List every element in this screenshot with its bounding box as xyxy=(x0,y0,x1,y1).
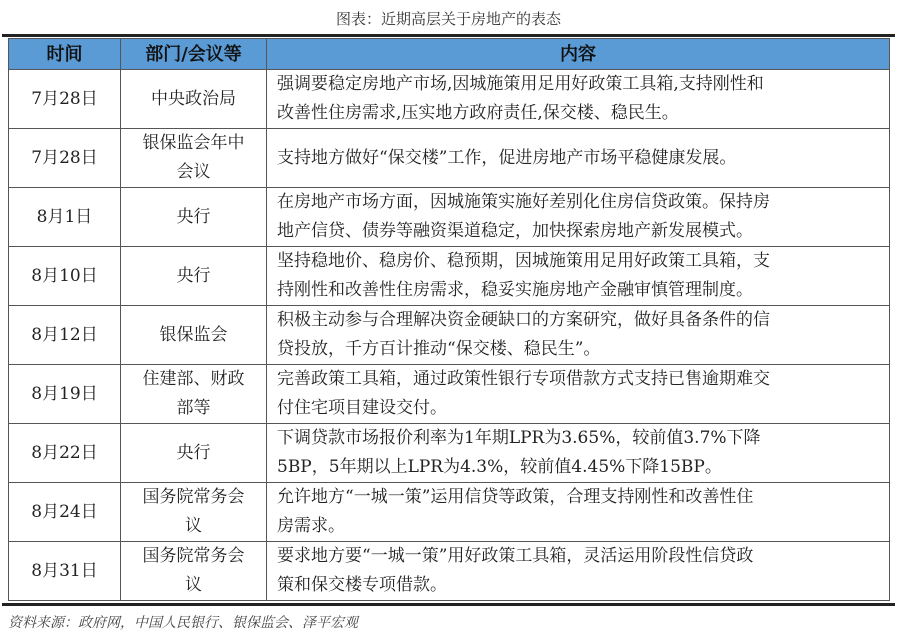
content-cell xyxy=(267,188,890,247)
table-row xyxy=(9,306,890,365)
date-cell: 8月31日 xyxy=(9,542,121,601)
dept-cell xyxy=(121,542,267,601)
date-cell: 8月1日 xyxy=(9,188,121,247)
table-row xyxy=(9,483,890,542)
table-row xyxy=(9,70,890,129)
content-line: 策和保交楼专项借款。 xyxy=(277,575,447,595)
content-cell xyxy=(267,483,890,542)
content-line: 要求地方要“一城一策”用好政策工具箱，灵活运用阶段性信贷政 xyxy=(277,546,754,566)
header-date: 时间 xyxy=(9,39,121,70)
dept-line: 央行 xyxy=(176,442,211,463)
dept-cell xyxy=(121,365,267,424)
table-row xyxy=(9,424,890,483)
dept-line: 央行 xyxy=(176,265,211,286)
date-cell: 8月10日 xyxy=(9,247,121,306)
dept-cell xyxy=(121,483,267,542)
date-cell: 8月22日 xyxy=(9,424,121,483)
dept-cell xyxy=(121,424,267,483)
dept-line: 议 xyxy=(185,516,202,536)
dept-cell xyxy=(121,247,267,306)
figure-title: 图表：近期高层关于房地产的表态 xyxy=(335,10,561,28)
dept-line: 会议 xyxy=(176,162,211,182)
dept-line: 银保监会年中 xyxy=(142,133,245,153)
date-cell: 8月12日 xyxy=(9,306,121,365)
date-cell: 7月28日 xyxy=(9,70,121,129)
policy-table xyxy=(8,38,890,601)
table-row xyxy=(9,542,890,601)
table-row xyxy=(9,365,890,424)
content-line: 贷投放，千方百计推动“保交楼、稳民生”。 xyxy=(277,339,601,359)
content-line: 强调要稳定房地产市场,因城施策用足用好政策工具箱,支持刚性和 xyxy=(277,74,764,94)
header-content: 内容 xyxy=(267,39,890,70)
dept-cell xyxy=(121,188,267,247)
content-line: 积极主动参与合理解决资金硬缺口的方案研究，做好具备条件的信 xyxy=(277,310,770,330)
content-cell xyxy=(267,542,890,601)
content-cell xyxy=(267,306,890,365)
content-line: 在房地产市场方面，因城施策实施好差别化住房信贷政策。保持房 xyxy=(277,192,770,212)
dept-cell xyxy=(121,129,267,188)
dept-line: 部等 xyxy=(176,398,211,418)
content-line: 房需求。 xyxy=(277,516,345,536)
table-row xyxy=(9,129,890,188)
dept-line: 议 xyxy=(185,575,202,595)
header-dept: 部门/会议等 xyxy=(121,39,267,70)
content-line: 持刚性和改善性住房需求，稳妥实施房地产金融审慎管理制度。 xyxy=(277,280,753,300)
content-cell xyxy=(267,70,890,129)
table-row xyxy=(9,247,890,306)
content-cell xyxy=(267,365,890,424)
dept-line: 银保监会 xyxy=(159,324,228,345)
table-row xyxy=(9,188,890,247)
content-line: 完善政策工具箱，通过政策性银行专项借款方式支持已售逾期难交 xyxy=(277,369,770,389)
content-line: 坚持稳地价、稳房价、稳预期，因城施策用足用好政策工具箱，支 xyxy=(277,251,770,271)
bottom-rule xyxy=(2,603,895,606)
dept-line: 国务院常务会 xyxy=(142,487,245,507)
date-cell: 8月24日 xyxy=(9,483,121,542)
dept-line: 住建部、财政 xyxy=(142,369,245,389)
content-cell xyxy=(267,129,890,188)
top-rule xyxy=(2,34,895,37)
content-cell xyxy=(267,424,890,483)
source-note: 资料来源：政府网，中国人民银行、银保监会、泽平宏观 xyxy=(8,615,358,631)
content-line: 5BP，5年期以上LPR为4.3%，较前值4.45%下降15BP。 xyxy=(277,457,722,477)
content-line: 改善性住房需求,压实地方政府责任,保交楼、稳民生。 xyxy=(277,103,679,123)
dept-cell xyxy=(121,306,267,365)
date-cell: 8月19日 xyxy=(9,365,121,424)
content-cell xyxy=(267,247,890,306)
content-line: 付住宅项目建设交付。 xyxy=(277,398,447,418)
dept-line: 国务院常务会 xyxy=(142,546,245,566)
dept-cell xyxy=(121,70,267,129)
content-line: 下调贷款市场报价利率为1年期LPR为3.65%，较前值3.7%下降 xyxy=(277,428,761,448)
content-line: 支持地方做好“保交楼”工作，促进房地产市场平稳健康发展。 xyxy=(277,147,737,168)
header-row xyxy=(9,39,890,70)
content-line: 允许地方“一城一策”运用信贷等政策，合理支持刚性和改善性住 xyxy=(277,487,754,507)
dept-line: 央行 xyxy=(176,206,211,227)
content-line: 地产信贷、债券等融资渠道稳定，加快探索房地产新发展模式。 xyxy=(277,221,753,241)
date-cell: 7月28日 xyxy=(9,129,121,188)
dept-line: 中央政治局 xyxy=(151,88,236,109)
